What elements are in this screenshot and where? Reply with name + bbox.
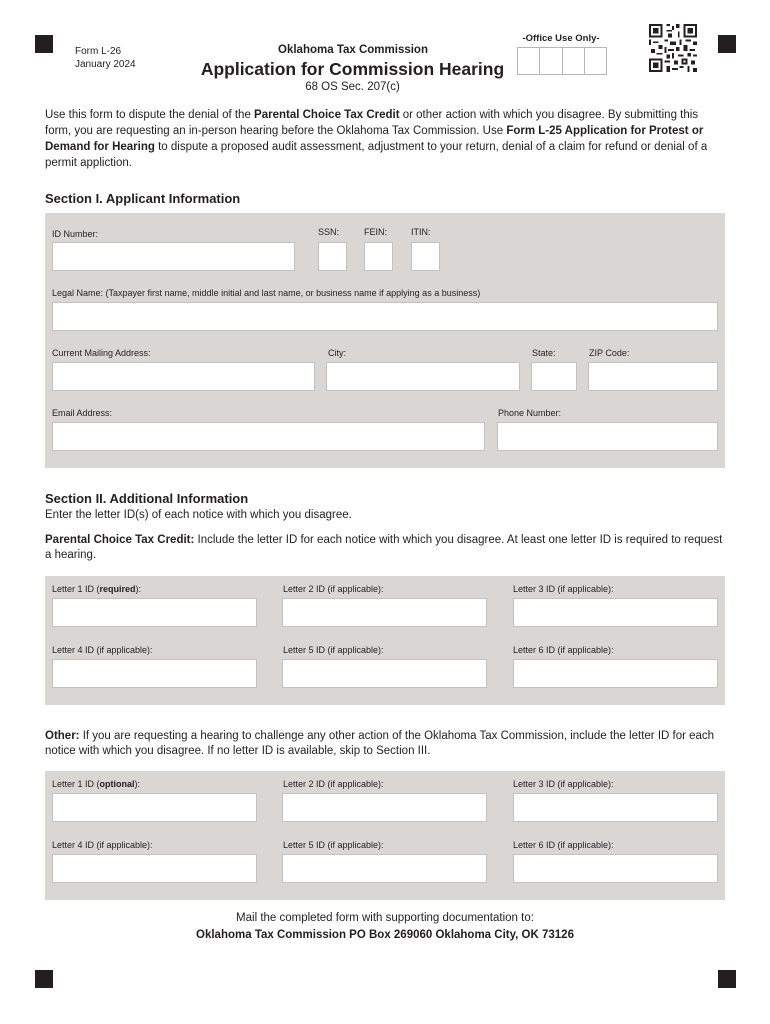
- pct-letter-2-field[interactable]: [282, 598, 487, 627]
- other-letter-3-label: Letter 3 ID (if applicable):: [513, 779, 614, 789]
- form-identifier: [75, 45, 136, 71]
- applicant-info-panel: [45, 213, 725, 468]
- other-letter-4-label: Letter 4 ID (if applicable):: [52, 840, 153, 850]
- city-label: City:: [328, 348, 346, 358]
- city-field[interactable]: [326, 362, 520, 391]
- parental-choice-letters-panel: [45, 576, 725, 705]
- other-letter-6-label: Letter 6 ID (if applicable):: [513, 840, 614, 850]
- form-title: Application for Commission Hearing: [200, 59, 505, 79]
- pct-letter-2-label: Letter 2 ID (if applicable):: [283, 584, 384, 594]
- other-letter-2-field[interactable]: [282, 793, 487, 822]
- pct-letter-6-label: Letter 6 ID (if applicable):: [513, 645, 614, 655]
- form-number: Form L-26: [75, 46, 122, 57]
- parental-choice-instructions: Parental Choice Tax Credit: Include the letter ID for each notice with which you disagree. At least one letter ID is required to request a hearing.: [45, 534, 723, 561]
- pct-letter-3-label: Letter 3 ID (if applicable):: [513, 584, 614, 594]
- section-2-title: Section II. Additional Information: [45, 491, 249, 506]
- zip-code-label: ZIP Code:: [589, 348, 630, 358]
- registration-mark-bottom-right: [718, 970, 736, 988]
- fein-checkbox[interactable]: [364, 242, 393, 271]
- intro-paragraph: Use this form to dispute the denial of the Parental Choice Tax Credit or other action with which you disagree. By submitting this form, you are requesting an in-person hearing before the Oklahoma Tax Commission. Use Form L-25 Application for Protest or Demand for Hearing to dispute a proposed audit assessment, adjustment to your return, denial of a claim for refund or denial of a permit appliction.: [45, 109, 708, 169]
- pct-letter-3-field[interactable]: [513, 598, 718, 627]
- mailing-address-label: Current Mailing Address:: [52, 348, 151, 358]
- form-date: January 2024: [75, 59, 136, 70]
- mailing-instructions: Mail the completed form with supporting documentation to:: [236, 912, 534, 924]
- office-use-box: [540, 48, 562, 74]
- agency-name: Oklahoma Tax Commission: [278, 44, 428, 56]
- office-use-box: [585, 48, 606, 74]
- pct-letter-5-field[interactable]: [282, 659, 487, 688]
- email-label: Email Address:: [52, 408, 113, 418]
- email-field[interactable]: [52, 422, 485, 451]
- office-use-box: [518, 48, 540, 74]
- other-letter-2-label: Letter 2 ID (if applicable):: [283, 779, 384, 789]
- registration-mark-top-right: [718, 35, 736, 53]
- pct-letter-1-label: Letter 1 ID (required):: [52, 584, 142, 594]
- mailing-address-field[interactable]: [52, 362, 315, 391]
- itin-label: ITIN:: [411, 227, 431, 237]
- section-1-title: Section I. Applicant Information: [45, 191, 241, 206]
- statute-reference: 68 OS Sec. 207(c): [305, 81, 400, 93]
- registration-mark-top-left: [35, 35, 53, 53]
- other-letter-3-field[interactable]: [513, 793, 718, 822]
- section-2-subtitle: Enter the letter ID(s) of each notice with which you disagree.: [45, 509, 352, 521]
- registration-mark-bottom-left: [35, 970, 53, 988]
- phone-field[interactable]: [497, 422, 718, 451]
- itin-checkbox[interactable]: [411, 242, 440, 271]
- office-use-label: -Office Use Only-: [522, 33, 600, 44]
- pct-letter-1-field[interactable]: [52, 598, 257, 627]
- office-use-boxes: [517, 47, 607, 75]
- ssn-checkbox[interactable]: [318, 242, 347, 271]
- other-letter-5-field[interactable]: [282, 854, 487, 883]
- phone-label: Phone Number:: [498, 408, 562, 418]
- pct-letter-5-label: Letter 5 ID (if applicable):: [283, 645, 384, 655]
- other-letters-panel: [45, 771, 725, 900]
- state-label: State:: [532, 348, 556, 358]
- qr-code: [649, 24, 697, 72]
- pct-letter-4-label: Letter 4 ID (if applicable):: [52, 645, 153, 655]
- mailing-address: Oklahoma Tax Commission PO Box 269060 Oklahoma City, OK 73126: [196, 929, 574, 941]
- pct-letter-6-field[interactable]: [513, 659, 718, 688]
- zip-code-field[interactable]: [588, 362, 718, 391]
- other-letter-4-field[interactable]: [52, 854, 257, 883]
- other-letter-6-field[interactable]: [513, 854, 718, 883]
- other-letter-5-label: Letter 5 ID (if applicable):: [283, 840, 384, 850]
- pct-letter-4-field[interactable]: [52, 659, 257, 688]
- state-field[interactable]: [531, 362, 577, 391]
- other-instructions: Other: If you are requesting a hearing to challenge any other action of the Oklahoma Tax Commission, include the letter ID for each notice with which you disagree. If no letter ID is available, skip to Section III.: [45, 730, 715, 757]
- id-number-field[interactable]: [52, 242, 295, 271]
- fein-label: FEIN:: [364, 227, 388, 237]
- id-number-label: ID Number:: [52, 229, 99, 239]
- other-letter-1-label: Letter 1 ID (optional):: [52, 779, 141, 789]
- legal-name-label: Legal Name: (Taxpayer first name, middle initial and last name, or business name if applying as a business): [52, 288, 481, 298]
- office-use-box: [563, 48, 585, 74]
- other-letter-1-field[interactable]: [52, 793, 257, 822]
- ssn-label: SSN:: [318, 227, 340, 237]
- legal-name-field[interactable]: [52, 302, 718, 331]
